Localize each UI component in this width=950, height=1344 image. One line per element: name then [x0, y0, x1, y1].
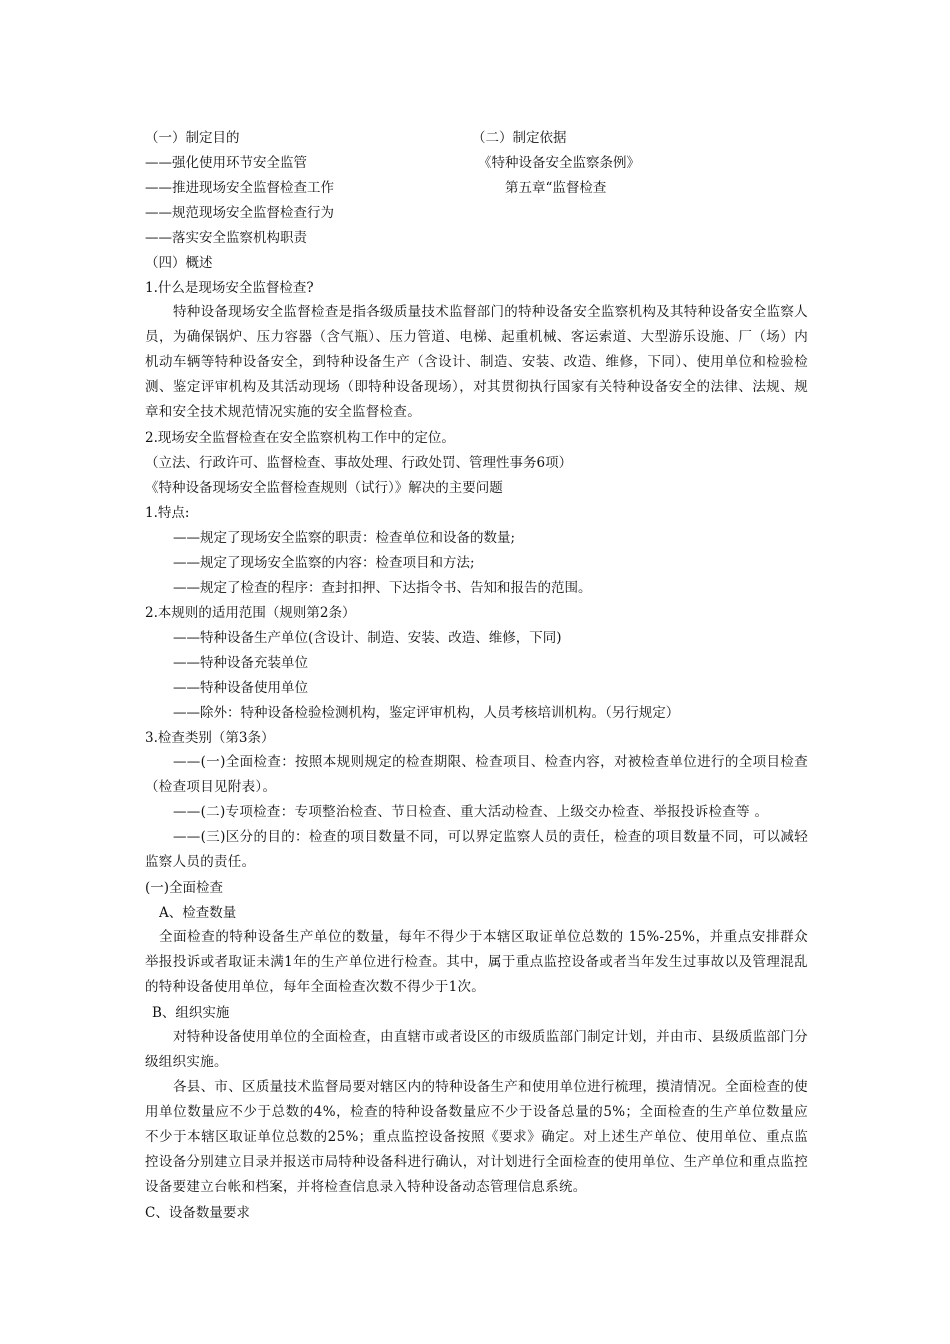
purpose-title: （一）制定目的: [145, 130, 240, 146]
scope-item: ——特种设备生产单位(含设计、制造、安装、改造、维修，下同): [173, 630, 562, 646]
category-full: ——(一)全面检查：按照本规则规定的检查期限、检查项目、检查内容，对被检查单位进行的全项目检查（检查项目见附表）。: [145, 754, 808, 795]
categories-title: 3.检查类别（第3条）: [145, 730, 275, 746]
scope-item: ——特种设备充装单位: [173, 655, 308, 671]
feature-item: ——规定了检查的程序：查封扣押、下达指令书、告知和报告的范围。: [173, 580, 592, 596]
purpose-item: ——强化使用环节安全监管: [145, 155, 307, 171]
check-quantity-text: 全面检查的特种设备生产单位的数量，每年不得少于本辖区取证单位总数的 15%-25%，并重点安排群众举报投诉或者取证未满1年的生产单位进行检查。其中，属于重点监控设备或者当年发生过事故以及管理混乱的特种设备使用单位，每年全面检查次数不得少于1次。: [145, 929, 808, 995]
feature-item: ——规定了现场安全监察的内容：检查项目和方法;: [173, 555, 475, 571]
question-1: 1.什么是现场安全监督检查?: [145, 280, 314, 296]
organization-title: B、组织实施: [152, 1005, 230, 1021]
question-2-note: （立法、行政许可、监督检查、事故处理、行政处罚、管理性事务6项）: [145, 455, 573, 471]
check-quantity-title: A、检查数量: [159, 905, 237, 921]
feature-item: ——规定了现场安全监察的职责：检查单位和设备的数量;: [173, 530, 516, 546]
organization-text-1: 对特种设备使用单位的全面检查，由直辖市或者设区的市级质监部门制定计划，并由市、县级质监部门分级组织实施。: [145, 1029, 808, 1070]
purpose-item: ——规范现场安全监督检查行为: [145, 205, 334, 221]
scope-title: 2.本规则的适用范围（规则第2条）: [145, 605, 356, 621]
question-2: 2.现场安全监督检查在安全监察机构工作中的定位。: [145, 430, 455, 446]
category-purpose: ——(三)区分的目的：检查的项目数量不同，可以界定监察人员的责任，检查的项目数量不同，可以减轻监察人员的责任。: [145, 829, 808, 870]
scope-item: ——特种设备使用单位: [173, 680, 308, 696]
definition-paragraph: 特种设备现场安全监督检查是指各级质量技术监督部门的特种设备安全监察机构及其特种设备安全监察人员，为确保锅炉、压力容器（含气瓶）、压力管道、电梯、起重机械、客运索道、大型游乐设施、厂（场）内机动车辆等特种设备安全，到特种设备生产（含设计、制造、安装、改造、维修，下同）、使用单位和检验检测、鉴定评审机构及其活动现场（即特种设备现场），对其贯彻执行国家有关特种设备安全的法律、法规、规章和安全技术规范情况实施的安全监督检查。: [145, 304, 808, 420]
basis-title: （二）制定依据: [472, 130, 567, 146]
basis-item: 《特种设备安全监察条例》: [478, 155, 640, 171]
scope-item: ——除外：特种设备检验检测机构，鉴定评审机构，人员考核培训机构。（另行规定）: [173, 705, 680, 721]
purpose-item: ——推进现场安全监督检查工作: [145, 180, 334, 196]
full-check-title: (一)全面检查: [145, 880, 224, 896]
features-title: 1.特点:: [145, 505, 190, 521]
rules-title: 《特种设备现场安全监督检查规则（试行）》解决的主要问题: [145, 480, 503, 496]
organization-text-2: 各县、市、区质量技术监督局要对辖区内的特种设备生产和使用单位进行梳理，摸清情况。全面检查的使用单位数量应不少于总数的4%，检查的特种设备数量应不少于设备总量的5%；全面检查的生产单位数量应不少于本辖区取证单位总数的25%；重点监控设备按照《要求》确定。对上述生产单位、使用单位、重点监控设备分别建立目录并报送市局特种设备科进行确认，对计划进行全面检查的使用单位、生产单位和重点监控设备要建立台帐和档案，并将检查信息录入特种设备动态管理信息系统。: [145, 1079, 808, 1195]
overview-title: （四）概述: [145, 255, 213, 271]
category-special: ——(二)专项检查：专项整治检查、节日检查、重大活动检查、上级交办检查、举报投诉检查等 。: [173, 804, 769, 820]
equipment-requirement-title: C、设备数量要求: [145, 1205, 250, 1221]
basis-item: 第五章“监督检查: [505, 180, 607, 196]
purpose-item: ——落实安全监察机构职责: [145, 230, 307, 246]
